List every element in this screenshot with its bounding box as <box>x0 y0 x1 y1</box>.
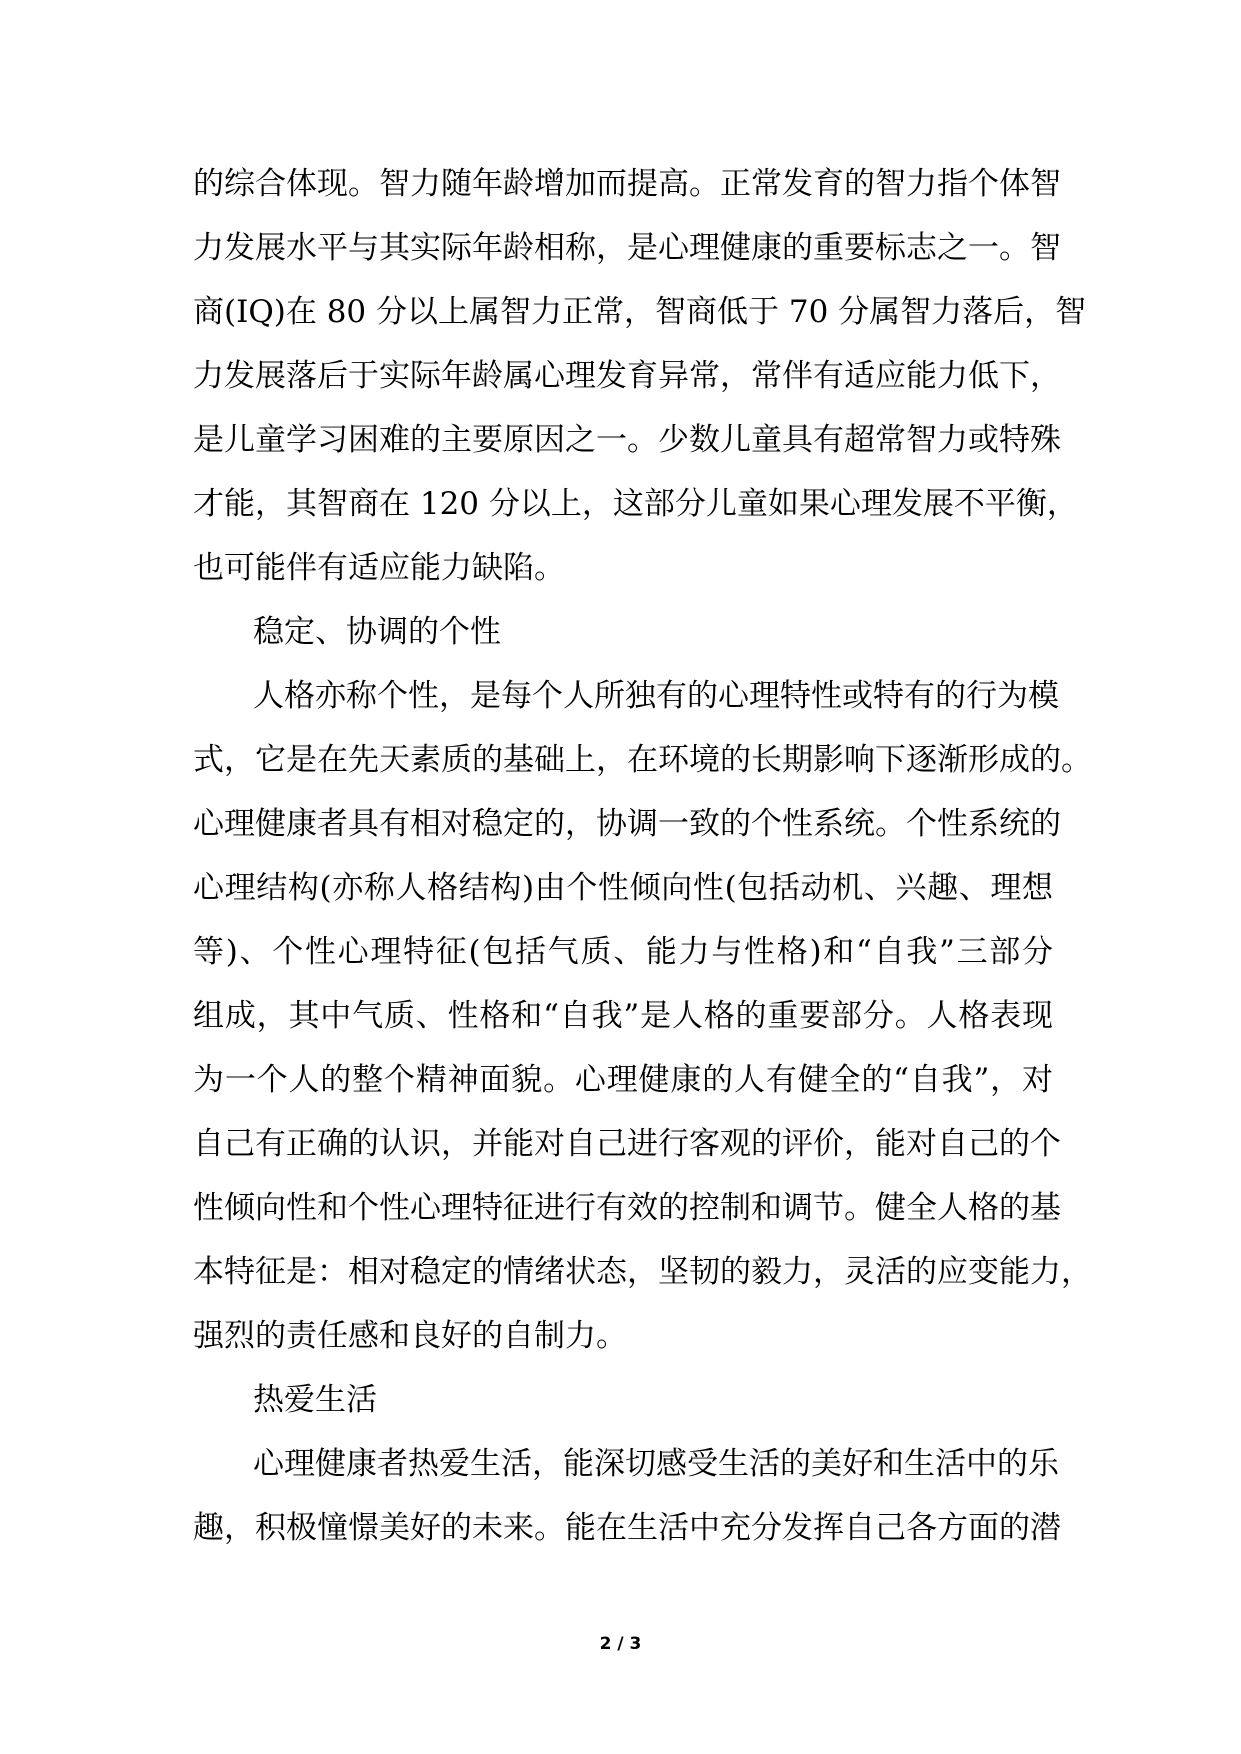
text-line: 趣，积极憧憬美好的未来。能在生活中充分发挥自己各方面的潜 <box>193 1510 1061 1546</box>
text-line: 才能，其智商在 120 分以上，这部分儿童如果心理发展不平衡， <box>193 486 1078 522</box>
text-line: 力发展水平与其实际年龄相称，是心理健康的重要标志之一。智 <box>193 230 1061 266</box>
text-line: 本特征是：相对稳定的情绪状态，坚韧的毅力，灵活的应变能力， <box>193 1254 1092 1290</box>
page-number: 2 / 3 <box>599 1634 642 1654</box>
text-line: 为一个人的整个精神面貌。心理健康的人有健全的“自我”，对 <box>193 1062 1053 1098</box>
text-line: 是儿童学习困难的主要原因之一。少数儿童具有超常智力或特殊 <box>193 422 1061 458</box>
text-line: 性倾向性和个性心理特征进行有效的控制和调节。健全人格的基 <box>193 1190 1061 1226</box>
text-line: 心理健康者具有相对稳定的，协调一致的个性系统。个性系统的 <box>193 806 1061 842</box>
text-line: 力发展落后于实际年龄属心理发育异常，常伴有适应能力低下， <box>193 358 1061 394</box>
text-line: 组成，其中气质、性格和“自我”是人格的重要部分。人格表现 <box>193 998 1053 1034</box>
text-line: 商(IQ)在 80 分以上属智力正常，智商低于 70 分属智力落后，智 <box>193 294 1087 330</box>
text-line: 自己有正确的认识，并能对自己进行客观的评价，能对自己的个 <box>193 1126 1061 1162</box>
text-line: 心理健康者热爱生活，能深切感受生活的美好和生活中的乐 <box>253 1446 1059 1482</box>
text-line: 也可能伴有适应能力缺陷。 <box>193 550 565 586</box>
section-heading: 稳定、协调的个性 <box>253 614 501 650</box>
text-line: 人格亦称个性，是每个人所独有的心理特性或特有的行为模 <box>253 678 1059 714</box>
text-line: 强烈的责任感和良好的自制力。 <box>193 1318 627 1354</box>
text-line: 式，它是在先天素质的基础上，在环境的长期影响下逐渐形成的。 <box>193 742 1092 778</box>
text-line: 心理结构(亦称人格结构)由个性倾向性(包括动机、兴趣、理想 <box>193 870 1053 906</box>
text-line: 等)、个性心理特征(包括气质、能力与性格)和“自我”三部分 <box>193 934 1053 970</box>
section-heading: 热爱生活 <box>253 1382 377 1418</box>
text-line: 的综合体现。智力随年龄增加而提高。正常发育的智力指个体智 <box>193 166 1061 202</box>
